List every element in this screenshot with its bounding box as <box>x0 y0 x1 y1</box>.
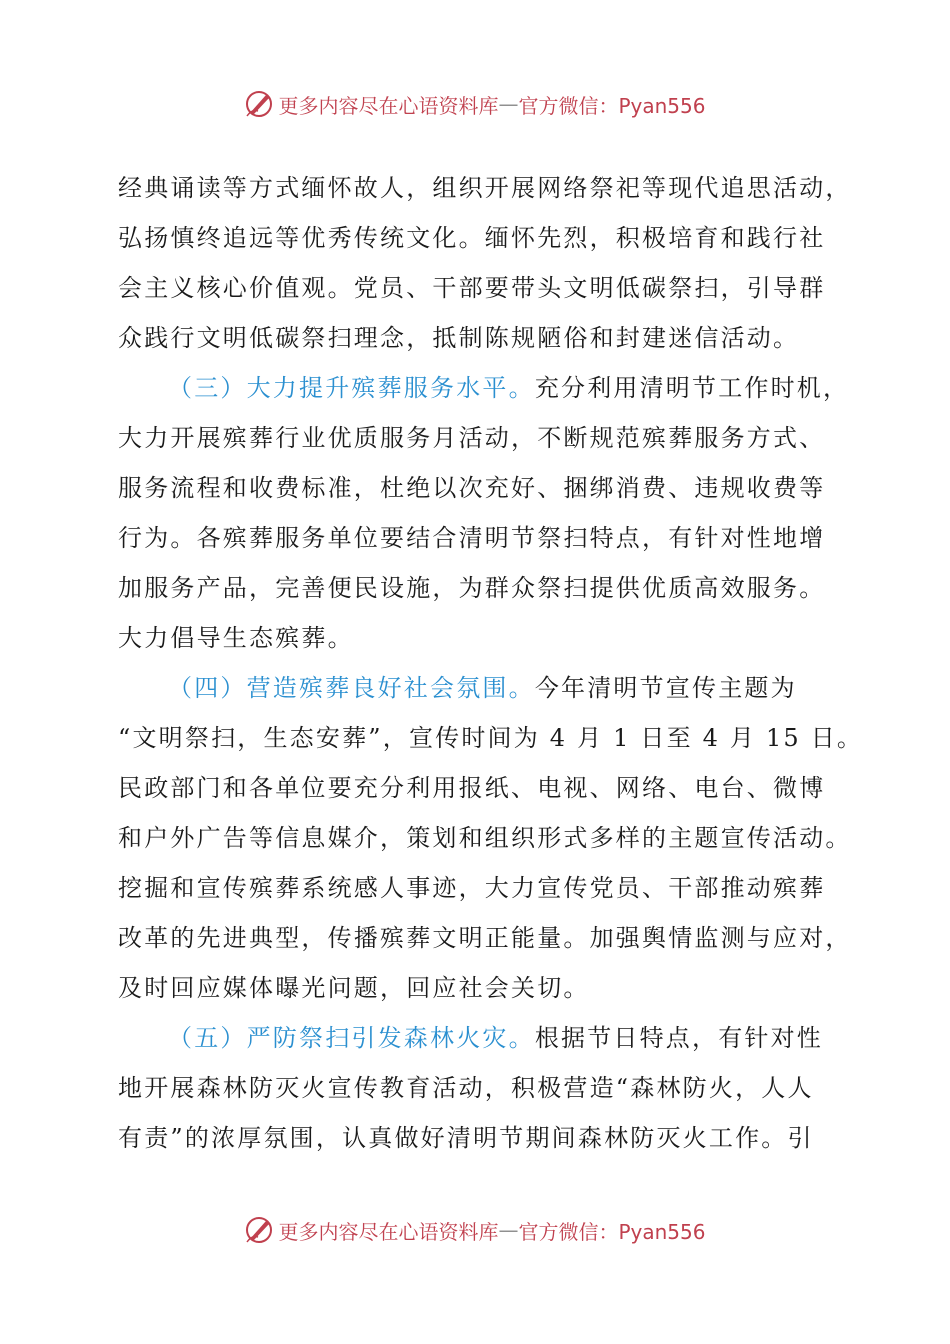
section-heading-5: （五）严防祭扫引发森林火灾。 <box>168 1024 535 1052</box>
text-run: 充分利用清明节工作时机， <box>534 374 850 402</box>
watermark-separator: — <box>498 92 519 116</box>
watermark-text: 更多内容尽在心语资料库 <box>278 1219 499 1244</box>
pen-logo-icon <box>244 89 274 119</box>
text-line: 地开展森林防灭火宣传教育活动，积极营造“森林防火，人人 <box>118 1074 814 1102</box>
text-line: 经典诵读等方式缅怀故人，组织开展网络祭祀等现代追思活动， <box>118 174 852 202</box>
text-line: 行为。各殡葬服务单位要结合清明节祭扫特点，有针对性地增 <box>118 524 826 552</box>
watermark-separator: — <box>498 1218 519 1242</box>
section-heading-4: （四）营造殡葬良好社会氛围。 <box>168 674 535 702</box>
document-body <box>118 163 864 1163</box>
text-line: 服务流程和收费标准，杜绝以次充好、捆绑消费、违规收费等 <box>118 474 826 502</box>
text-line: “文明祭扫，生态安葬”，宣传时间为 4 月 1 日至 4 月 15 日。 <box>118 724 864 752</box>
text-line: 大力倡导生态殡葬。 <box>118 624 354 652</box>
paragraph-first-line <box>118 663 838 713</box>
text-line: 加服务产品，完善便民设施，为群众祭扫提供优质高效服务。 <box>118 574 826 602</box>
footer-watermark <box>0 1210 950 1250</box>
paragraph-first-line <box>118 1013 838 1063</box>
text-line: 改革的先进典型，传播殡葬文明正能量。加强舆情监测与应对， <box>118 924 852 952</box>
text-line: 有责”的浓厚氛围，认真做好清明节期间森林防灭火工作。引 <box>118 1124 814 1152</box>
text-line: 和户外广告等信息媒介，策划和组织形式多样的主题宣传活动。 <box>118 824 852 852</box>
text-line: 挖掘和宣传殡葬系统感人事迹，大力宣传党员、干部推动殡葬 <box>118 874 826 902</box>
text-run: 根据节日特点，有针对性 <box>534 1024 824 1052</box>
watermark-contact: 官方微信：Pyan556 <box>518 93 706 118</box>
header-watermark <box>0 84 950 124</box>
text-line: 会主义核心价值观。党员、干部要带头文明低碳祭扫，引导群 <box>118 274 826 302</box>
watermark-text: 更多内容尽在心语资料库 <box>278 93 499 118</box>
text-line: 大力开展殡葬行业优质服务月活动，不断规范殡葬服务方式、 <box>118 424 826 452</box>
text-run: 今年清明节宣传主题为 <box>534 674 797 702</box>
text-line: 及时回应媒体曝光问题，回应社会关切。 <box>118 974 590 1002</box>
watermark-contact: 官方微信：Pyan556 <box>518 1219 706 1244</box>
pen-logo-icon <box>244 1215 274 1245</box>
text-line: 弘扬慎终追远等优秀传统文化。缅怀先烈，积极培育和践行社 <box>118 224 826 252</box>
paragraph-first-line <box>118 363 850 413</box>
text-line: 众践行文明低碳祭扫理念，抵制陈规陋俗和封建迷信活动。 <box>118 324 800 352</box>
section-heading-3: （三）大力提升殡葬服务水平。 <box>168 374 535 402</box>
text-line: 民政部门和各单位要充分利用报纸、电视、网络、电台、微博 <box>118 774 826 802</box>
